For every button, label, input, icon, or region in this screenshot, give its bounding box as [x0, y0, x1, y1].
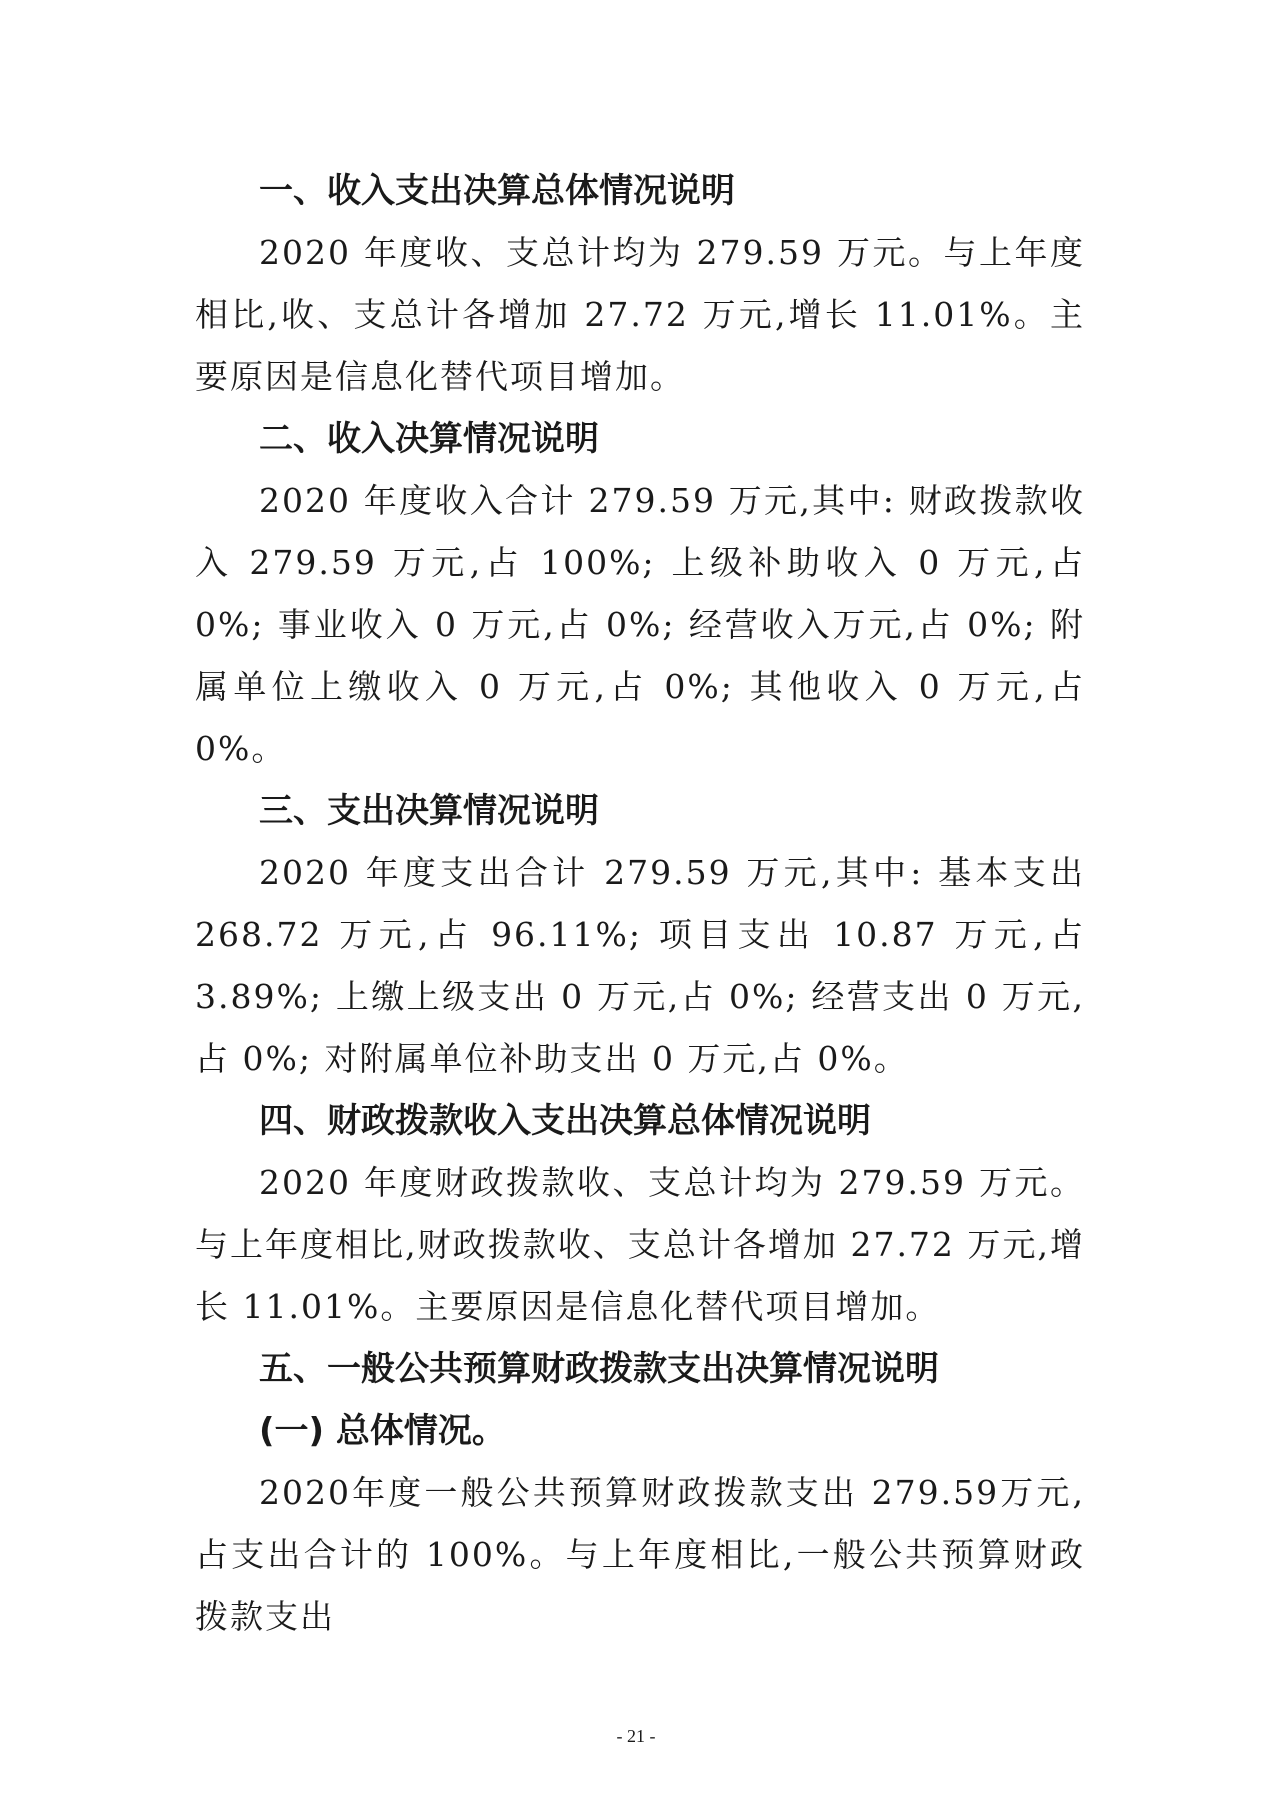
section-2-paragraph: 2020 年度收入合计 279.59 万元,其中: 财政拨款收入 279.59 万元,占 100%; 上级补助收入 0 万元,占 0%; 事业收入 0 万元,占 0%; 经营收入万元,占 0%; 附属单位上缴收入 0 万元,占 0%; 其他收入 0 万元,占 0%。: [195, 481, 1085, 768]
section-2-heading: 二、收入决算情况说明: [259, 419, 599, 459]
section-1-paragraph: 2020 年度收、支总计均为 279.59 万元。与上年度相比,收、支总计各增加 27.72 万元,增长 11.01%。主要原因是信息化替代项目增加。: [195, 233, 1085, 396]
section-4-heading: 四、财政拨款收入支出决算总体情况说明: [259, 1101, 871, 1141]
section-5-paragraph: 2020年度一般公共预算财政拨款支出 279.59万元,占支出合计的 100%。与上年度相比,一般公共预算财政拨款支出: [195, 1473, 1085, 1636]
page-number: - 21 -: [616, 1726, 656, 1746]
section-3-heading: 三、支出决算情况说明: [259, 791, 599, 831]
section-1-heading: 一、收入支出决算总体情况说明: [259, 171, 735, 211]
section-3-paragraph: 2020 年度支出合计 279.59 万元,其中: 基本支出 268.72 万元,占 96.11%; 项目支出 10.87 万元,占 3.89%; 上缴上级支出 0 万元,占 0%; 经营支出 0 万元,占 0%; 对附属单位补助支出 0 万元,占 0%。: [195, 853, 1085, 1078]
section-5-subheading: (一) 总体情况。: [259, 1411, 506, 1451]
document-body: [195, 160, 1085, 1648]
section-4-paragraph: 2020 年度财政拨款收、支总计均为 279.59 万元。与上年度相比,财政拨款收、支总计各增加 27.72 万元,增长 11.01%。主要原因是信息化替代项目增加。: [195, 1163, 1085, 1326]
section-5-heading: 五、一般公共预算财政拨款支出决算情况说明: [259, 1349, 939, 1389]
